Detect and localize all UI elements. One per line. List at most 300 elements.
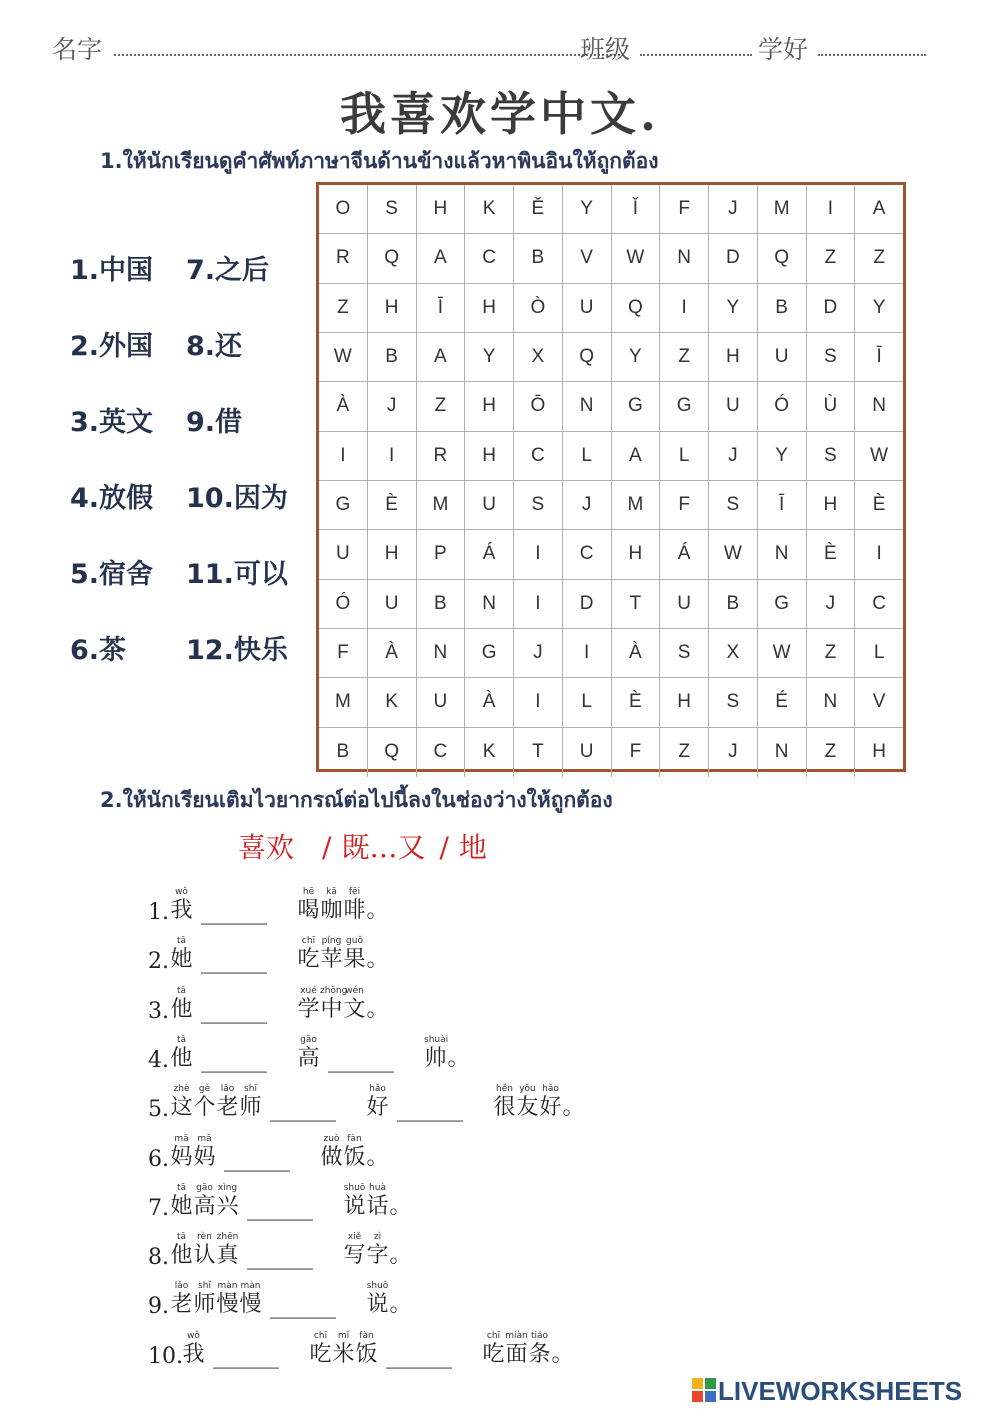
hanzi: 兴 bbox=[216, 1193, 239, 1219]
hanzi: 。 bbox=[366, 996, 389, 1022]
pinyin: wǒ bbox=[187, 1330, 200, 1341]
hanzi-char bbox=[366, 985, 389, 1023]
grid-cell[interactable]: H bbox=[368, 530, 417, 579]
hanzi-char bbox=[170, 886, 193, 924]
hanzi-char bbox=[389, 1182, 412, 1220]
choice-separator: / bbox=[439, 831, 449, 864]
grid-cell[interactable]: D bbox=[807, 284, 856, 333]
hanzi-char bbox=[297, 935, 320, 973]
hanzi-char bbox=[239, 1280, 262, 1318]
grid-cell[interactable]: D bbox=[563, 580, 612, 629]
grid-cell[interactable]: Ě bbox=[514, 185, 563, 234]
hanzi: 。 bbox=[389, 1292, 412, 1318]
vocab-word: 2.外国 bbox=[70, 331, 154, 362]
pinyin bbox=[389, 1280, 412, 1292]
answer-blank[interactable]: ______ bbox=[224, 1146, 290, 1172]
grid-cell[interactable]: Ī bbox=[758, 481, 807, 530]
pinyin: tā bbox=[176, 1182, 187, 1193]
grid-cell[interactable]: T bbox=[612, 580, 661, 629]
hanzi: 老 bbox=[170, 1292, 193, 1318]
grid-cell[interactable]: U bbox=[660, 580, 709, 629]
grid-cell[interactable]: H bbox=[807, 481, 856, 530]
hanzi: 妈 bbox=[193, 1144, 216, 1170]
pinyin bbox=[447, 1034, 470, 1046]
grid-cell[interactable]: È bbox=[368, 481, 417, 530]
grid-cell[interactable]: L bbox=[855, 629, 903, 678]
grid-cell[interactable]: Z bbox=[807, 629, 856, 678]
grid-cell[interactable]: S bbox=[514, 481, 563, 530]
grid-cell[interactable]: I bbox=[807, 185, 856, 234]
grid-cell[interactable]: S bbox=[709, 678, 758, 727]
grid-cell[interactable]: J bbox=[807, 580, 856, 629]
hanzi: 她 bbox=[170, 1193, 193, 1219]
grid-cell[interactable]: À bbox=[465, 678, 514, 727]
hanzi-char bbox=[366, 1231, 389, 1269]
answer-blank[interactable]: ______ bbox=[270, 1294, 336, 1320]
grid-cell[interactable]: C bbox=[417, 728, 466, 777]
grid-cell[interactable]: H bbox=[465, 284, 514, 333]
answer-blank[interactable]: ______ bbox=[386, 1343, 452, 1369]
pinyin bbox=[366, 1133, 389, 1145]
grid-cell[interactable]: Y bbox=[855, 284, 903, 333]
grid-cell[interactable]: Ǐ bbox=[612, 185, 661, 234]
grammar-choice: 既…又 bbox=[341, 831, 426, 864]
pinyin: shī bbox=[244, 1084, 257, 1095]
grid-cell[interactable]: U bbox=[758, 333, 807, 382]
grid-cell[interactable]: W bbox=[319, 333, 368, 382]
grid-cell[interactable]: S bbox=[807, 333, 856, 382]
sentence-number: 2. bbox=[148, 949, 169, 975]
pinyin: fēi bbox=[348, 887, 361, 897]
grid-row bbox=[319, 234, 903, 283]
grid-cell[interactable]: Q bbox=[758, 234, 807, 283]
section2-instruction: 2.ให้นักเรียนเติมไวยากรณ์ต่อไปนี้ลงในช่องว่างให้ถูกต้อง bbox=[100, 788, 613, 812]
grid-cell[interactable]: F bbox=[660, 481, 709, 530]
sentence bbox=[148, 1034, 848, 1082]
grid-cell[interactable]: I bbox=[514, 580, 563, 629]
grid-cell[interactable]: È bbox=[807, 530, 856, 579]
hanzi: 。 bbox=[366, 947, 389, 973]
answer-blank[interactable]: ______ bbox=[213, 1343, 279, 1369]
grid-cell[interactable]: J bbox=[563, 481, 612, 530]
grid-cell[interactable]: B bbox=[758, 284, 807, 333]
grid-cell[interactable]: Á bbox=[660, 530, 709, 579]
grid-cell[interactable]: I bbox=[514, 530, 563, 579]
grid-cell[interactable]: N bbox=[660, 234, 709, 283]
grid-cell[interactable]: H bbox=[465, 382, 514, 431]
grid-cell[interactable]: É bbox=[758, 678, 807, 727]
grid-cell[interactable]: L bbox=[563, 678, 612, 727]
grid-cell[interactable]: Ó bbox=[319, 580, 368, 629]
hanzi-char bbox=[239, 1083, 262, 1121]
grid-cell[interactable]: M bbox=[758, 185, 807, 234]
hanzi-char bbox=[505, 1330, 528, 1368]
grid-cell[interactable]: F bbox=[612, 728, 661, 777]
pinyin: fàn bbox=[359, 1330, 374, 1341]
pinyin: lǎo bbox=[220, 1084, 235, 1095]
id-field[interactable] bbox=[818, 30, 926, 56]
grid-cell[interactable]: R bbox=[319, 234, 368, 283]
grid-cell[interactable]: È bbox=[612, 678, 661, 727]
grid-cell[interactable]: B bbox=[417, 580, 466, 629]
grid-cell[interactable]: T bbox=[514, 728, 563, 777]
grid-cell[interactable]: H bbox=[872, 741, 886, 763]
pinyin: kā bbox=[326, 887, 337, 897]
grid-cell[interactable]: N bbox=[563, 382, 612, 431]
grid-cell[interactable]: J bbox=[514, 629, 563, 678]
grid-cell[interactable]: U bbox=[563, 728, 612, 777]
grid-cell[interactable]: Q bbox=[563, 333, 612, 382]
hanzi: 条 bbox=[528, 1341, 551, 1367]
hanzi-char bbox=[193, 1280, 216, 1318]
grid-cell[interactable]: I bbox=[563, 629, 612, 678]
grid-cell[interactable]: Z bbox=[417, 382, 466, 431]
grammar-choices bbox=[238, 826, 497, 866]
grid-cell[interactable]: V bbox=[855, 678, 903, 727]
hanzi: 他 bbox=[170, 996, 193, 1022]
hanzi: 。 bbox=[562, 1095, 585, 1121]
answer-blank[interactable]: ______ bbox=[247, 1195, 313, 1221]
grid-cell[interactable]: B bbox=[514, 234, 563, 283]
grid-cell[interactable]: Z bbox=[855, 234, 903, 283]
pinyin: zhōng bbox=[320, 985, 348, 996]
answer-blank[interactable]: ______ bbox=[201, 900, 267, 925]
grid-cell[interactable]: M bbox=[319, 678, 368, 727]
grid-cell[interactable]: I bbox=[855, 530, 903, 579]
hanzi: 帅 bbox=[424, 1045, 447, 1071]
pinyin: tā bbox=[176, 985, 187, 996]
hanzi: 中 bbox=[320, 996, 343, 1022]
grid-cell[interactable]: G bbox=[758, 580, 807, 629]
grid-cell[interactable]: W bbox=[758, 629, 807, 678]
hanzi-char bbox=[343, 935, 366, 973]
grammar-choice: 喜欢 bbox=[238, 831, 295, 864]
pinyin: rèn bbox=[197, 1232, 212, 1243]
grid-cell[interactable]: Y bbox=[465, 333, 514, 382]
hanzi-char bbox=[193, 1083, 216, 1121]
hanzi: 慢 bbox=[239, 1292, 262, 1318]
hanzi: 。 bbox=[447, 1045, 470, 1071]
answer-blank[interactable]: ______ bbox=[201, 1047, 267, 1073]
hanzi-char bbox=[170, 935, 193, 973]
grid-cell[interactable]: K bbox=[368, 678, 417, 727]
grid-cell[interactable]: Y bbox=[612, 333, 661, 382]
hanzi: 米 bbox=[332, 1341, 355, 1367]
grid-cell[interactable]: Ī bbox=[855, 333, 903, 382]
hanzi: 饭 bbox=[343, 1144, 366, 1170]
grid-cell[interactable]: U bbox=[709, 382, 758, 431]
hanzi: 。 bbox=[389, 1193, 412, 1219]
hanzi: 师 bbox=[239, 1095, 262, 1121]
grid-cell[interactable]: Ī bbox=[417, 284, 466, 333]
grid-cell[interactable]: J bbox=[368, 382, 417, 431]
grid-cell[interactable]: U bbox=[465, 481, 514, 530]
grid-cell[interactable]: Ò bbox=[514, 284, 563, 333]
grid-cell[interactable]: G bbox=[465, 629, 514, 678]
pinyin: zhè bbox=[173, 1084, 190, 1095]
hanzi-char bbox=[366, 1133, 389, 1171]
grid-cell[interactable]: Y bbox=[758, 432, 807, 481]
grid-cell[interactable]: Z bbox=[319, 284, 368, 333]
grid-cell[interactable]: H bbox=[660, 678, 709, 727]
hanzi: 妈 bbox=[170, 1144, 193, 1170]
grid-cell[interactable]: L bbox=[660, 432, 709, 481]
vocab-row bbox=[70, 400, 310, 440]
hanzi-char bbox=[562, 1083, 585, 1121]
grid-cell[interactable]: J bbox=[709, 728, 758, 777]
vocab-row bbox=[70, 324, 310, 364]
grid-cell[interactable]: U bbox=[417, 678, 466, 727]
vocab-row bbox=[70, 628, 310, 668]
answer-blank[interactable]: ______ bbox=[270, 1097, 336, 1123]
grid-cell[interactable]: N bbox=[465, 580, 514, 629]
grid-cell[interactable]: N bbox=[758, 530, 807, 579]
hanzi-char bbox=[355, 1330, 378, 1368]
vocab-word: 7.之后 bbox=[186, 255, 270, 286]
grid-cell[interactable]: S bbox=[709, 481, 758, 530]
sentence bbox=[148, 1083, 848, 1131]
pinyin: mā bbox=[174, 1133, 189, 1144]
grid-cell[interactable]: U bbox=[563, 284, 612, 333]
hanzi-char bbox=[170, 1034, 193, 1072]
grid-cell[interactable]: Q bbox=[612, 284, 661, 333]
hanzi: 师 bbox=[193, 1292, 216, 1318]
grid-cell[interactable]: H bbox=[368, 284, 417, 333]
grid-cell[interactable]: N bbox=[758, 728, 807, 777]
pinyin: huà bbox=[369, 1182, 386, 1193]
hanzi: 好 bbox=[366, 1095, 389, 1121]
vocab-row bbox=[70, 248, 310, 288]
pinyin bbox=[366, 886, 389, 898]
answer-blank[interactable]: ______ bbox=[247, 1245, 313, 1271]
grid-cell[interactable]: A bbox=[417, 234, 466, 283]
grid-cell[interactable]: M bbox=[417, 481, 466, 530]
hanzi-char bbox=[516, 1083, 539, 1121]
grid-cell[interactable]: B bbox=[709, 580, 758, 629]
grid-cell[interactable]: K bbox=[465, 728, 514, 777]
grid-cell[interactable]: À bbox=[368, 629, 417, 678]
name-label: 名字 bbox=[52, 35, 103, 64]
sentence-number: 5. bbox=[148, 1097, 169, 1123]
answer-blank[interactable]: ______ bbox=[201, 998, 267, 1024]
grid-cell[interactable]: H bbox=[465, 432, 514, 481]
grid-cell[interactable]: H bbox=[417, 185, 466, 234]
vocab-word: 10.因为 bbox=[186, 483, 288, 514]
grid-cell[interactable]: X bbox=[709, 629, 758, 678]
grid-cell[interactable]: O bbox=[319, 185, 368, 234]
grid-cell[interactable]: Q bbox=[368, 234, 417, 283]
hanzi: 。 bbox=[366, 1144, 389, 1170]
pinyin bbox=[366, 935, 389, 947]
pinyin: shuō bbox=[343, 1182, 366, 1193]
grid-cell[interactable]: Y bbox=[709, 284, 758, 333]
grid-cell[interactable]: G bbox=[319, 481, 368, 530]
grid-cell[interactable]: H bbox=[709, 333, 758, 382]
grid-cell[interactable]: C bbox=[563, 530, 612, 579]
hanzi: 老 bbox=[216, 1095, 239, 1121]
hanzi: 他 bbox=[170, 1045, 193, 1071]
sentence-number: 1. bbox=[148, 900, 169, 925]
grid-cell[interactable]: Y bbox=[563, 185, 612, 234]
grid-cell[interactable]: A bbox=[855, 185, 903, 234]
hanzi-char bbox=[389, 1231, 412, 1269]
pinyin: píng bbox=[321, 936, 342, 947]
grid-cell[interactable]: S bbox=[660, 629, 709, 678]
grid-cell[interactable]: P bbox=[417, 530, 466, 579]
grid-row bbox=[319, 481, 903, 530]
answer-blank[interactable]: ______ bbox=[201, 949, 267, 975]
worksheet-title: 我喜欢学中文. bbox=[339, 87, 660, 141]
grid-cell[interactable]: B bbox=[319, 728, 368, 777]
grid-cell[interactable]: Á bbox=[465, 530, 514, 579]
word-search-grid bbox=[316, 182, 906, 772]
logo-text: LIVEWORKSHEETS bbox=[718, 1376, 963, 1406]
sentence bbox=[148, 1280, 848, 1328]
grid-cell[interactable]: D bbox=[709, 234, 758, 283]
grid-cell[interactable]: F bbox=[319, 629, 368, 678]
grid-cell[interactable]: C bbox=[514, 432, 563, 481]
pinyin: tā bbox=[176, 1232, 187, 1243]
hanzi-char bbox=[493, 1083, 516, 1121]
answer-blank[interactable]: ______ bbox=[328, 1047, 394, 1073]
grid-cell[interactable]: S bbox=[368, 185, 417, 234]
grid-cell[interactable]: K bbox=[465, 185, 514, 234]
hanzi: 话 bbox=[366, 1193, 389, 1219]
hanzi-char bbox=[366, 1280, 389, 1318]
pinyin: hǎo bbox=[542, 1084, 559, 1095]
hanzi-char bbox=[551, 1330, 574, 1368]
grid-cell[interactable]: I bbox=[319, 432, 368, 481]
grid-cell[interactable]: Z bbox=[807, 234, 856, 283]
grid-cell[interactable]: À bbox=[612, 629, 661, 678]
grid-cell[interactable]: A bbox=[612, 432, 661, 481]
liveworksheets-logo bbox=[692, 1376, 992, 1406]
grid-cell[interactable]: G bbox=[660, 382, 709, 431]
sentence-number: 6. bbox=[148, 1146, 169, 1172]
answer-blank[interactable]: ______ bbox=[397, 1097, 463, 1123]
grid-cell[interactable]: Q bbox=[368, 728, 417, 777]
grid-cell[interactable]: È bbox=[855, 481, 903, 530]
grid-cell[interactable]: X bbox=[514, 333, 563, 382]
grid-cell[interactable]: G bbox=[612, 382, 661, 431]
grid-cell[interactable]: S bbox=[807, 432, 856, 481]
grid-cell[interactable]: Ō bbox=[514, 382, 563, 431]
hanzi: 她 bbox=[170, 947, 193, 973]
grid-cell[interactable]: U bbox=[368, 580, 417, 629]
hanzi: 文 bbox=[343, 996, 366, 1022]
hanzi: 友 bbox=[516, 1095, 539, 1121]
hanzi-char bbox=[332, 1330, 355, 1368]
pinyin: guǒ bbox=[346, 936, 363, 947]
pinyin: chī bbox=[313, 1330, 328, 1341]
hanzi-char bbox=[320, 886, 343, 924]
pinyin: gāo bbox=[196, 1182, 213, 1193]
hanzi-char bbox=[297, 985, 320, 1023]
grid-cell[interactable]: A bbox=[417, 333, 466, 382]
pinyin: shuài bbox=[424, 1034, 449, 1045]
hanzi-char bbox=[482, 1330, 505, 1368]
vocab-word: 8.还 bbox=[186, 331, 243, 362]
grid-cell[interactable]: I bbox=[514, 678, 563, 727]
grid-cell[interactable]: À bbox=[319, 382, 368, 431]
grid-cell[interactable]: F bbox=[660, 185, 709, 234]
grid-cell[interactable]: N bbox=[807, 678, 856, 727]
grid-cell[interactable]: W bbox=[709, 530, 758, 579]
grid-cell[interactable]: C bbox=[465, 234, 514, 283]
vocab-row bbox=[70, 552, 310, 592]
grid-cell[interactable]: C bbox=[855, 580, 903, 629]
hanzi: 说 bbox=[343, 1193, 366, 1219]
hanzi: 果 bbox=[343, 947, 366, 973]
grid-cell[interactable]: W bbox=[855, 432, 903, 481]
grid-cell[interactable]: Ó bbox=[758, 382, 807, 431]
sentence-number: 4. bbox=[148, 1047, 169, 1073]
grid-cell[interactable]: U bbox=[319, 530, 368, 579]
class-field[interactable] bbox=[640, 30, 752, 56]
grid-cell[interactable]: N bbox=[855, 382, 903, 431]
hanzi-char bbox=[343, 1182, 366, 1220]
hanzi-char bbox=[193, 1133, 216, 1171]
hanzi: 做 bbox=[320, 1144, 343, 1170]
pinyin bbox=[366, 985, 389, 997]
grid-cell[interactable]: Z bbox=[660, 728, 709, 777]
grid-cell[interactable]: H bbox=[612, 530, 661, 579]
hanzi-char bbox=[389, 1280, 412, 1318]
grid-cell[interactable]: J bbox=[709, 432, 758, 481]
hanzi: 很 bbox=[493, 1095, 516, 1121]
grid-cell[interactable]: L bbox=[563, 432, 612, 481]
sentence-number: 9. bbox=[148, 1294, 169, 1320]
name-field[interactable] bbox=[114, 30, 624, 56]
grid-cell[interactable]: Z bbox=[807, 728, 856, 777]
hanzi-char bbox=[343, 1231, 366, 1269]
grid-cell[interactable]: M bbox=[612, 481, 661, 530]
grid-cell[interactable]: Z bbox=[660, 333, 709, 382]
hanzi-char bbox=[297, 1034, 320, 1072]
hanzi-char bbox=[297, 886, 320, 924]
grid-cell[interactable]: N bbox=[417, 629, 466, 678]
sentence bbox=[148, 1133, 848, 1181]
pinyin: xìng bbox=[217, 1182, 238, 1193]
grid-cell[interactable]: J bbox=[709, 185, 758, 234]
pinyin: wén bbox=[345, 985, 364, 996]
sentence bbox=[148, 935, 848, 983]
grid-cell[interactable]: B bbox=[368, 333, 417, 382]
grid-cell[interactable]: Ù bbox=[807, 382, 856, 431]
pinyin: zuò bbox=[323, 1133, 340, 1144]
hanzi-char bbox=[216, 1231, 239, 1269]
pinyin: hē bbox=[302, 887, 315, 897]
pinyin: tā bbox=[176, 1034, 187, 1045]
vocab-word: 11.可以 bbox=[186, 559, 288, 590]
sentence-number: 10. bbox=[148, 1343, 183, 1369]
grid-row bbox=[319, 333, 903, 382]
hanzi-char bbox=[182, 1330, 205, 1368]
grid-cell[interactable]: W bbox=[612, 234, 661, 283]
hanzi: 。 bbox=[551, 1341, 574, 1367]
grid-cell[interactable]: R bbox=[417, 432, 466, 481]
grid-cell[interactable]: I bbox=[660, 284, 709, 333]
hanzi-char bbox=[170, 985, 193, 1023]
pinyin bbox=[389, 1182, 412, 1194]
grid-cell[interactable]: V bbox=[563, 234, 612, 283]
hanzi: 吃 bbox=[482, 1341, 505, 1367]
grid-cell[interactable]: I bbox=[368, 432, 417, 481]
hanzi: 苹 bbox=[320, 947, 343, 973]
pinyin bbox=[551, 1330, 574, 1342]
pinyin: xué bbox=[300, 985, 317, 996]
sentence-number: 7. bbox=[148, 1195, 169, 1221]
